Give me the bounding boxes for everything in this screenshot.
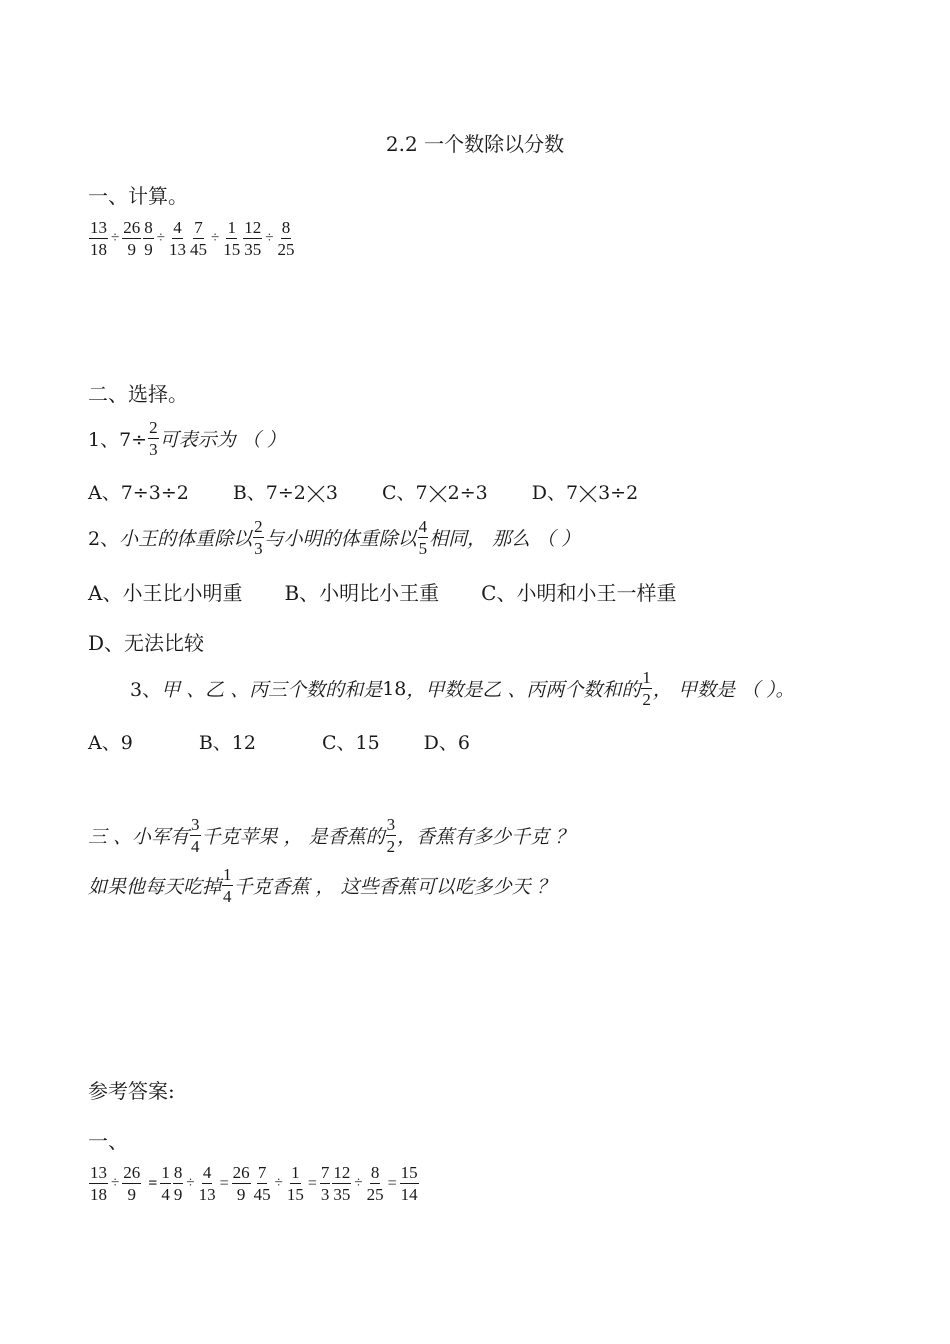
q3-options [88, 728, 470, 755]
fraction: $\frac{2}{3}$ [149, 418, 158, 459]
q1-option-c: C、7 2÷3 [381, 482, 488, 504]
q2-option-b: B、小明比小王重 [284, 581, 440, 605]
q2-option-d: D、无法比较 [88, 631, 205, 655]
s3-text-4: 如果他每天吃掉 [88, 876, 222, 898]
page-title: 2.2 一个数除以分数 [385, 132, 565, 156]
fraction: $\frac{4}{13}$ [168, 218, 186, 259]
fraction: $\frac{7}{3}$ [320, 1163, 330, 1204]
q3-text-2: ，甲数是乙 、丙两个数和的 [406, 679, 641, 701]
divide-sign: ÷ [111, 230, 120, 246]
divide-sign: ÷ [354, 1175, 363, 1191]
equals-sign: = [307, 1174, 317, 1192]
divide-sign: ÷ [156, 230, 165, 246]
section-1-heading: 一、计算。 [88, 184, 188, 208]
fraction: $\frac{8}{9}$ [144, 218, 153, 259]
q3-option-a: A、9 [88, 732, 133, 754]
fraction: $\frac{7}{45}$ [189, 218, 207, 259]
fraction: $\frac{3}{2}$ [386, 815, 396, 856]
q2-text-2: 与小明的体重除以 [264, 528, 417, 550]
s3-text-2: 千克苹果 ， 是香蕉的 [201, 826, 385, 848]
divide-sign: ÷ [186, 1175, 195, 1191]
q3-option-b: B、12 [198, 732, 256, 754]
answers-subheading: 一、 [88, 1129, 128, 1153]
q1-suffix: 可表示为 （ ） [159, 429, 286, 451]
q2-option-a: A、小王比小明重 [88, 581, 243, 605]
s3-text-5: 千克香蕉 ， 这些香蕉可以吃多少天 ？ [233, 876, 556, 898]
fraction: $\frac{4}{13}$ [198, 1163, 216, 1204]
q3-prefix: 3、 [130, 679, 162, 701]
section-3-line-2 [88, 865, 556, 906]
answers-heading: 参考答案: [88, 1079, 175, 1103]
q2-prefix: 2、 [88, 528, 120, 550]
fraction: $\frac{26}{9}$ [232, 1163, 250, 1204]
fraction: $\frac{26}{9}$ [123, 218, 141, 259]
answer-expressions [88, 1163, 420, 1204]
q3-option-c: C、15 [321, 732, 380, 754]
equals-sign: = [219, 1174, 229, 1192]
divide-sign: ÷ [265, 230, 274, 246]
equals-sign: = [148, 1174, 158, 1192]
fraction: $\frac{1}{2}$ [642, 668, 651, 709]
q2-options-row-1 [88, 577, 676, 606]
q3-text-3: ， 甲数是 （ ）。 [652, 679, 795, 701]
q1-option-d: D、7 3÷2 [531, 482, 639, 504]
fraction: $\frac{1}{15}$ [223, 218, 241, 259]
q2-text-3: 相同， 那么 （ ） [429, 528, 581, 550]
q1-option-b: B、7÷2 3 [232, 482, 338, 504]
fraction: $\frac{8}{25}$ [366, 1163, 384, 1204]
question-1 [88, 418, 286, 459]
q1-options [88, 478, 638, 505]
q3-number: 18 [382, 677, 407, 700]
question-2 [88, 517, 580, 558]
section-3-line-1 [88, 815, 574, 856]
times-cross-icon [306, 484, 326, 504]
q1-prefix: 1、7÷ [88, 429, 148, 451]
equals-sign: = [387, 1174, 397, 1192]
calc-expressions [88, 218, 296, 259]
q2-option-c: C、小明和小王一样重 [481, 581, 677, 605]
q1-option-a: A、7÷3÷2 [88, 482, 189, 504]
s3-text-3: ，香蕉有多少千克 ？ [397, 826, 575, 848]
fraction: $\frac{2}{3}$ [254, 517, 263, 558]
fraction: $\frac{1}{4}$ [223, 865, 232, 906]
fraction: $\frac{8}{25}$ [277, 218, 295, 259]
fraction: $\frac{1}{15}$ [286, 1163, 304, 1204]
times-cross-icon [578, 484, 598, 504]
fraction: $\frac{12}{35}$ [333, 1163, 351, 1204]
q2-text-1: 小王的体重除以 [119, 528, 253, 550]
q3-option-d: D、6 [423, 732, 470, 754]
fraction: $\frac{13}{18}$ [90, 218, 107, 259]
fraction: $\frac{13}{18}$ [90, 1163, 107, 1204]
times-cross-icon [428, 484, 448, 504]
divide-sign: ÷ [274, 1175, 283, 1191]
q3-text-1: 甲 、乙 、丙三个数的和是 [161, 679, 383, 701]
fraction: $\frac{15}{14}$ [400, 1163, 418, 1204]
fraction: $\frac{1}{4}$ [161, 1163, 170, 1204]
section-2-heading: 二、选择。 [88, 382, 188, 406]
fraction: $\frac{4}{5}$ [418, 517, 428, 558]
s3-text-1: 三 、小军有 [88, 826, 190, 848]
fraction: $\frac{3}{4}$ [191, 815, 200, 856]
divide-sign: ÷ [210, 230, 220, 246]
question-3 [130, 668, 795, 709]
fraction: $\frac{7}{45}$ [253, 1163, 271, 1204]
fraction: $\frac{8}{9}$ [173, 1163, 183, 1204]
divide-sign: ÷ [111, 1175, 120, 1191]
fraction: $\frac{12}{35}$ [244, 218, 262, 259]
fraction: $\frac{26}{9}$ [123, 1163, 141, 1204]
